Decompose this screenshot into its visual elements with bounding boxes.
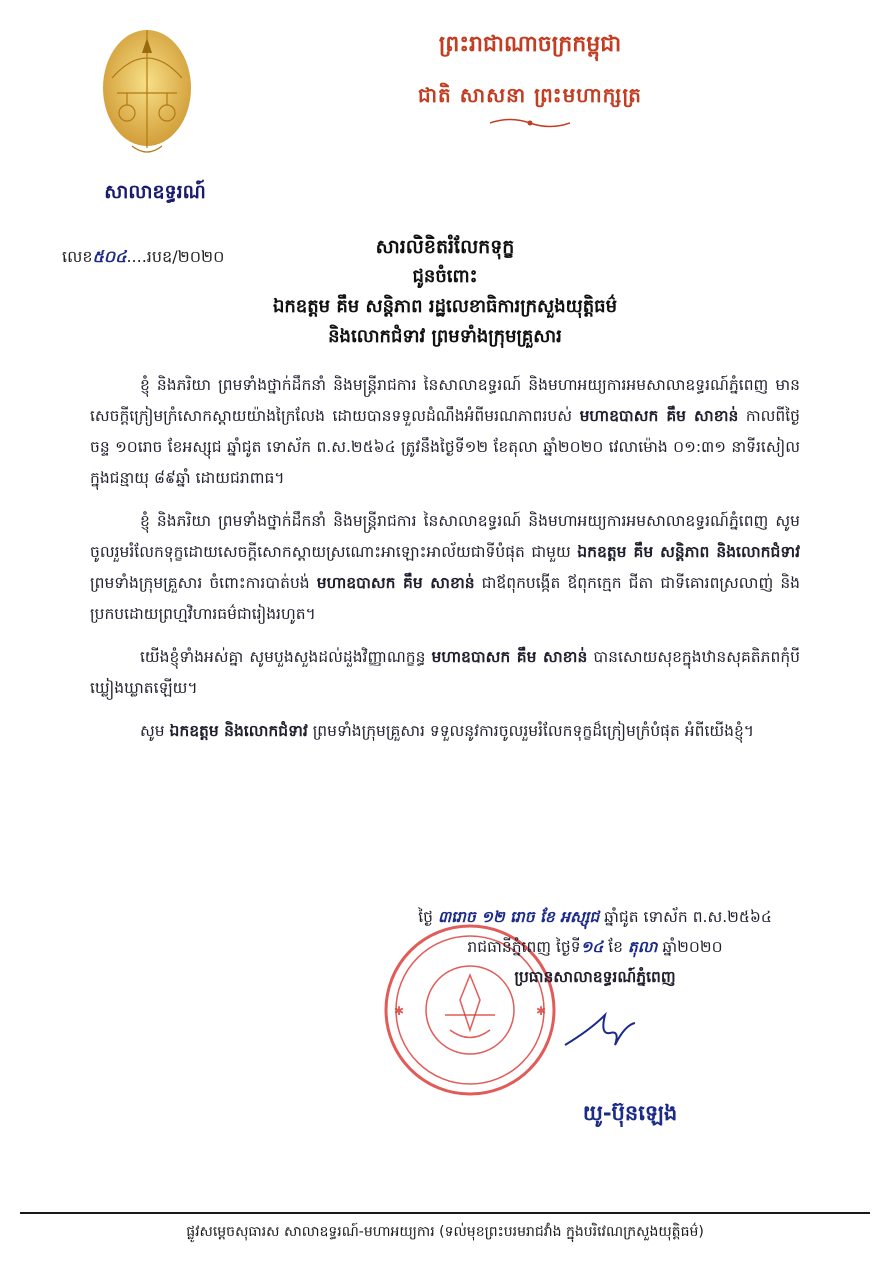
letter-titles (100, 232, 790, 352)
p3-deceased-name: មហាឧបាសក គឹម សាខាន់ (431, 648, 588, 666)
ref-prefix: លេខ (62, 247, 93, 266)
paragraph-1 (90, 370, 800, 494)
p2-recipient-name: ឯកឧត្តម គឹម សន្តិភាព និងលោកជំទាវ (577, 543, 800, 561)
court-name: សាលាឧទ្ធរណ៍ (104, 181, 206, 203)
p1-text-b: កាលពីថ្ងៃចន្ទ ១០រោច ខែអស្សុជ ឆ្នាំជូត ទោស័ក ព.ស.២៥៦៤ ត្រូវនឹងថ្ងៃទី១២ ខែតុលា ឆ្នាំ២០២០ វេលាម៉ោង ០១:៣១ នាទីរសៀល ក្នុងជន្មាយុ ៨៩ឆ្នាំ ដោយជរាពាធ។ (90, 407, 800, 487)
ref-suffix: ....របឧ/២០២០ (126, 247, 225, 266)
p2-text-b: ព្រមទាំងក្រុមគ្រួសារ ចំពោះការបាត់បង់ (90, 574, 317, 592)
solar-day-handwritten: ១៤ (580, 938, 604, 956)
signature-icon (560, 1005, 640, 1055)
closing-block (370, 902, 820, 992)
solar-suffix: ឆ្នាំ២០២០ (657, 938, 723, 956)
p4-text-b: ព្រមទាំងក្រុមគ្រួសារ ទទួលនូវការចូលរួមរំលែកទុក្ខដ៏ក្រៀមក្រំបំផុត អំពីយើងខ្ញុំ។ (307, 722, 755, 740)
p3-text-b: បានសោយសុខក្នុងឋានសុគតិភពកុំបីឃ្លៀងឃ្លាតឡើយ។ (90, 648, 800, 697)
p1-deceased-name: មហាឧបាសក គឹម សាខាន់ (579, 407, 739, 425)
court-emblem-icon (92, 18, 202, 168)
document-title: សារលិខិតរំលែកទុក្ខ (375, 236, 515, 258)
paragraph-2 (90, 506, 800, 630)
national-motto: ជាតិ សាសនា ព្រះមហាក្សត្រ (418, 83, 642, 107)
p1-text-a: ខ្ញុំ និងភរិយា ព្រមទាំងថ្នាក់ដឹកនាំ និងមន្ត្រីរាជការ នៃសាលាឧទ្ធរណ៍ និងមហាអយ្យការអមសាលាឧទ្ធរណ៍ភ្នំពេញ មានសេចក្តីក្រៀមក្រំសោកស្តាយយ៉ាងក្រៃលែង ដោយបានទទួលដំណឹងអំពីមរណភាពរបស់ (90, 376, 800, 425)
lunar-date (370, 902, 820, 932)
lunar-date-handwritten: ៣រោច ១២ រោច ខែ អស្សុជ (437, 908, 600, 926)
p3-text-a: យើងខ្ញុំទាំងអស់គ្នា សូមបួងសួងដល់ដួងវិញ្ញាណក្ខន្ធ (140, 648, 432, 666)
p4-recipient-name: ឯកឧត្តម និងលោកជំទាវ (169, 722, 308, 740)
footer-address: ផ្លូវសម្តេចសុធារស សាលាឧទ្ធរណ៍-មហាអយ្យការ (ទល់មុខព្រះបរមរាជវាំង ក្នុងបរិវេណក្រសួងយុត្តិធម៌) (186, 1224, 704, 1240)
recipient-line-2: និងលោកជំទាវ ព្រមទាំងក្រុមគ្រួសារ (328, 326, 562, 347)
solar-prefix: រាជធានីភ្នំពេញ ថ្ងៃទី (467, 938, 581, 956)
addressed-to: ជូនចំពោះ (412, 266, 478, 287)
p4-text-a: សូម (140, 722, 170, 740)
p2-text-a: ខ្ញុំ និងភរិយា ព្រមទាំងថ្នាក់ដឹកនាំ និងមន្ត្រីរាជការ នៃសាលាឧទ្ធរណ៍ និងមហាអយ្យការអមសាលាឧទ្ធរណ៍ភ្នំពេញ សូមចូលរួមរំលែកទុក្ខដោយសេចក្តីសោកស្តាយស្រណោះអាឡោះអាល័យជាទីបំផុត ជាមួយ (90, 512, 800, 561)
kingdom-name: ព្រះរាជាណាចក្រកម្ពុជា (438, 32, 622, 57)
p2-text-c: ជាឪពុកបង្កើត ឪពុកក្មេក ជីតា ជាទីគោរពស្រលាញ់ និងប្រកបដោយព្រហ្មវិហារធម៌ជារៀងរហូត។ (90, 574, 800, 623)
solar-date (370, 932, 820, 962)
signer-name: យូ-ប៊ុនឡេង (582, 1101, 678, 1125)
svg-text:✱: ✱ (536, 1004, 547, 1018)
paragraph-4 (90, 716, 800, 747)
kingdom-header (380, 30, 680, 134)
signer-title: ប្រធានសាលាឧទ្ធរណ៍ភ្នំពេញ (514, 968, 676, 986)
p2-deceased-name: មហាឧបាសក គឹម សាខាន់ (316, 574, 475, 592)
letter-body (90, 370, 800, 759)
solar-month-handwritten: តុលា (627, 938, 658, 956)
footer-divider (20, 1212, 870, 1214)
ornament-divider-icon (380, 116, 680, 134)
solar-mid: ខែ (603, 938, 628, 956)
svg-text:✱: ✱ (394, 1004, 405, 1018)
ref-handwritten-number: ៥០៤ (92, 247, 127, 266)
lunar-suffix: ឆ្នាំជូត ទោស័ក ព.ស.២៥៦៤ (604, 908, 772, 926)
recipient-line-1: ឯកឧត្តម គឹម សន្តិភាព រដ្ឋលេខាធិការក្រសួងយុត្តិធម៌ (272, 296, 618, 317)
lunar-prefix: ថ្ងៃ (418, 908, 433, 926)
paragraph-3 (90, 642, 800, 704)
